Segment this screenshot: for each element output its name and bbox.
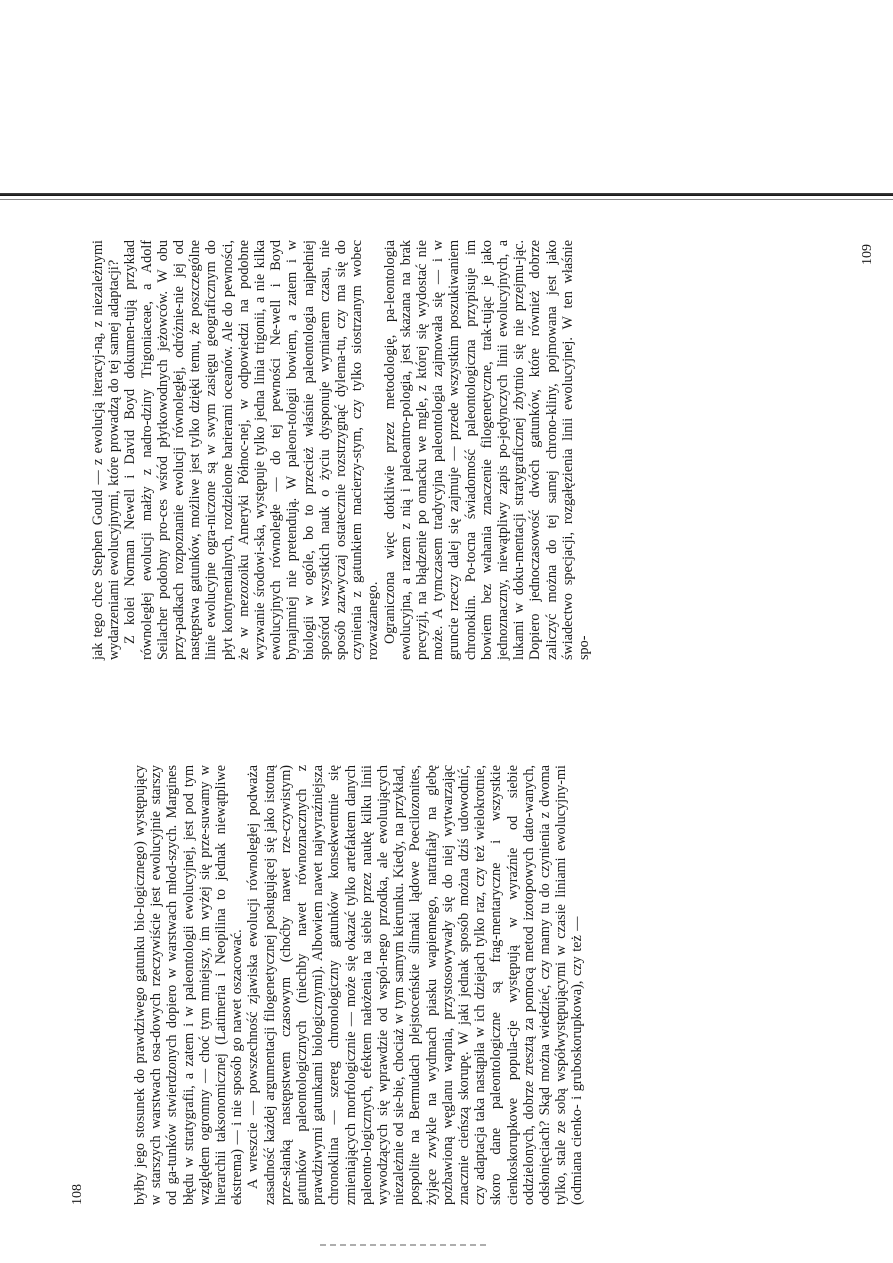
paragraph: Ograniczona więc dotkliwie przez metodologię, pa-leontologia ewolucyjna, a razem z nią i paleoantro-pologia, jest skazana na brak precyzji, na błądzenie po omacku we mgle, z której się wydostać nie może. A tymczasem tradycyjna paleontologia zajmowała się — i w gruncie rzeczy dalej się zajmuje — przede wszystkim poszukiwaniem chronoklin. Po-tocna świadomość paleontologiczna przypisuje im bowiem bez wahania znaczenie filogenetyczne, trak-tując je jako jednoznaczny, niewątpliwy zapis po-jedynczych linii ewolucyjnych, a lukami w doku-mentacji stratygraficznej zbytnio się nie przejmu-jąc. Dopiero jednoczasowość dwóch gatunków, które również dobrze zaliczyć można do tej samej chrono-kliny, pojmowana jest jako świadectwo specjacji, rozgałęzienia linii ewolucyjnej. W ten właśnie spo- [381,240,593,660]
page-number-left: 108 [70,1184,85,1205]
scan-rule-shadow [0,199,893,200]
scan-speckle [320,1244,490,1246]
paragraph: byłby jego stosunek do prawdziwego gatunku bio-logicznego) występujący w starszych warstwach osa-dowych rzeczywiście jest ewolucyjnie starszy od ga-tunków stwierdzonych dopiero w warstwach młod-szych. Margines błędu w stratygrafii, a zatem i w paleontologii ewolucyjnej, jest pod tym względem ogromny — choć tym mniejszy, im wyżej się prze-suwamy w hierarchii taksonomicznej (Latimeria i Neopilina to jednak niewątpliwe ekstrema) — i nie sposób go nawet oszacować. [132,765,246,1205]
paragraph: A wreszcie — powszechność zjawiska ewolucji równoległej podważa zasadność każdej argumentacji filogenetycznej posługującej się jako istotną prze-słanką następstwem czasowym (choćby nawet rze-czywistym) gatunków paleontologicznych (niechby nawet równoznacznych z prawdziwymi gatunkami biologicznymi). Albowiem nawet najwyraźniejsza chronoklina — szereg chronologiczny gatunków konsekwentnie się zmieniających morfologicznie — może się okazać tylko artefaktem danych paleonto-logicznych, efektem nałożenia na siebie przez naukę kilku linii wywodzących się wprawdzie od wspól-nego przodka, ale ewoluujących niezależnie od sie-bie, chociaż w tym samym kierunku. Kiedy, na przykład, pospolite na Bermudach plejstoceńskie ślimaki lądowe Poecilozonites, żyjące zwykle na wydmach piasku wapiennego, natrafiały na glebę pozbawioną węglanu wapnia, przystosowywały się do niej wytwarzając znacznie cieńszą skorupę. W jaki jednak sposób można dziś udowodnić, czy adaptacja taka nastąpiła w ich dziejach tylko raz, czy też wielokrotnie, skoro dane paleontologiczne są frag-mentaryczne i wszystkie cienkoskorupkowe popula-cje występują w wyraźnie od siebie oddzielonych, dobrze zresztą za pomocą metod izotopowych dato-wanych, odsłonięciach? Skąd można wiedzieć, czy mamy tu do czynienia z dwoma tylko, stale ze sobą współwystępującymi w czasie liniami ewolucyjny-mi (odmiana cienko- i gruboskorupkowa), czy też — [245,765,586,1205]
left-page-text [132,765,586,1205]
page-number-right: 109 [860,244,875,265]
right-page [70,205,875,665]
paragraph: jak tego chce Stephen Gould — z ewolucją iteracyj-ną, z niezależnymi wydarzeniami ewolucyjnymi, które prowadzą do tej samej adaptacji? [90,240,123,660]
paragraph: Z kolei Norman Newell i David Boyd dokumen-tują przykład równoległej ewolucji małży z nadro-dziny Trigoniaceae, a Adolf Seilacher podobny pro-ces wśród płytkowodnych jeżowców. W obu przy-padkach rozpoznanie ewolucji równoległej, odróżnie-nie jej od następstwa gatunków, możliwe jest tylko dzięki temu, że poszczególne linie ewolucyjne ogra-niczone są w swym zasięgu geograficznym do płyt kontynentalnych, rozdzielone barierami oceanów. Ale do pewności, że w mezozoiku Ameryki Północ-nej, w odpowiedzi na podobne wyzwanie środowi-ska, występuje tylko jedna linia trigonii, a nie kilka ewolucyjnych równoległe — do tej pewności Ne-well i Boyd bynajmniej nie pretendują. W paleon-tologii bowiem, a zatem i w biologii w ogóle, bo to przecież właśnie paleontologia najpełniej spośród wszystkich nauk o życiu dysponuje wymiarem czasu, nie sposób zazwyczaj ostatecznie rozstrzygnąć dylema-tu, czy ma się do czynienia z gatunkiem macierzy-stym, czy tylko siostrzanym wobec rozważanego. [122,240,382,660]
scan-top-rule [0,193,893,196]
right-page-text [90,240,592,660]
book-spread [70,230,875,1205]
left-page [70,745,860,1205]
